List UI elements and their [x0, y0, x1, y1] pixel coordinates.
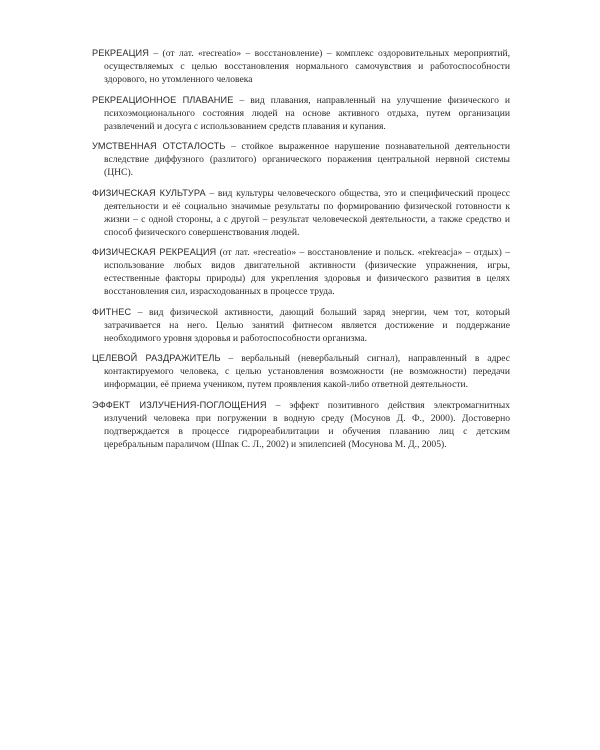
glossary-entry-physical-recreation [92, 246, 510, 298]
glossary-definition: – вербальный (невербальный сигнал), направленный в адрес контактируемого человека, с целью установления возможности (не возможности) передачи информации, её приема учеником, путем проявления какой-либо ответной деятельности. [104, 353, 510, 390]
glossary-entry-radiation-absorption-effect [92, 399, 510, 451]
glossary-list [92, 47, 510, 458]
glossary-entry-mental-retardation [92, 140, 510, 179]
glossary-entry-physical-culture [92, 187, 510, 239]
glossary-term: ЭФФЕКТ ИЗЛУЧЕНИЯ-ПОГЛОЩЕНИЯ [92, 399, 267, 410]
glossary-entry-target-stimulus [92, 352, 510, 391]
glossary-term: ЦЕЛЕВОЙ РАЗДРАЖИТЕЛЬ [92, 353, 221, 363]
glossary-definition: – эффект позитивного действия электромагнитных излучений человека при погружении в водную среду (Мосунов Д. Ф., 2000). Достоверно подтверждается в процессе гидрореабилитации и обучения плаванию лиц с детским церебральным параличом (Шпак С. Л., 2002) и эпилепсией (Мосунова М. Д., 2005). [104, 399, 510, 450]
glossary-entry-recreational-swimming [92, 94, 510, 133]
glossary-term: РЕКРЕАЦИОННОЕ ПЛАВАНИЕ [92, 94, 234, 105]
glossary-definition: (от лат. «recreatio» – восстановление и польск. «rekreacja» – отдых) – использование любых видов двигательной активности (физические упражнения, игры, естественные факторы природы) для укрепления здоровья и физического развития в целях восстановления сил, израсходованных в процессе труда. [104, 247, 510, 297]
glossary-definition: – стойкое выраженное нарушение познавательной деятельности вследствие диффузного (разлитого) органического поражения центральной нервной системы (ЦНС). [104, 141, 510, 178]
glossary-entry-recreation [92, 47, 510, 86]
glossary-term: ФИЗИЧЕСКАЯ РЕКРЕАЦИЯ [92, 247, 217, 257]
glossary-definition: – вид культуры человеческого общества, это и специфический процесс деятельности и её социально значимые результаты по формированию физической готовности к жизни – с одной стороны, а с другой – результат человеческой деятельности, а также средство и способ физического совершенствования людей. [104, 187, 510, 238]
glossary-definition: – (от лат. «recreatio» – восстановление) – комплекс оздоровительных мероприятий, осуществляемых с целью восстановления нормального самочувствия и работоспособности здорового, но утомленного человека [104, 48, 510, 85]
glossary-entry-fitness [92, 306, 510, 345]
glossary-term: ФИТНЕС [92, 306, 132, 317]
glossary-definition: – вид физической активности, дающий больший заряд энергии, чем тот, который затрачивается на него. Целью занятий фитнесом является достижение и поддержание необходимого уровня здоровья и работоспособности организма. [104, 306, 510, 344]
glossary-term: ФИЗИЧЕСКАЯ КУЛЬТУРА [92, 187, 206, 198]
glossary-definition: – вид плавания, направленный на улучшение физического и психоэмоционального состояния людей на основе активного отдыха, путем организации развлечений и досуга с использованием средств плавания и купания. [104, 94, 510, 132]
glossary-term: УМСТВЕННАЯ ОТСТАЛОСТЬ [92, 141, 226, 151]
glossary-term: РЕКРЕАЦИЯ [92, 48, 149, 58]
